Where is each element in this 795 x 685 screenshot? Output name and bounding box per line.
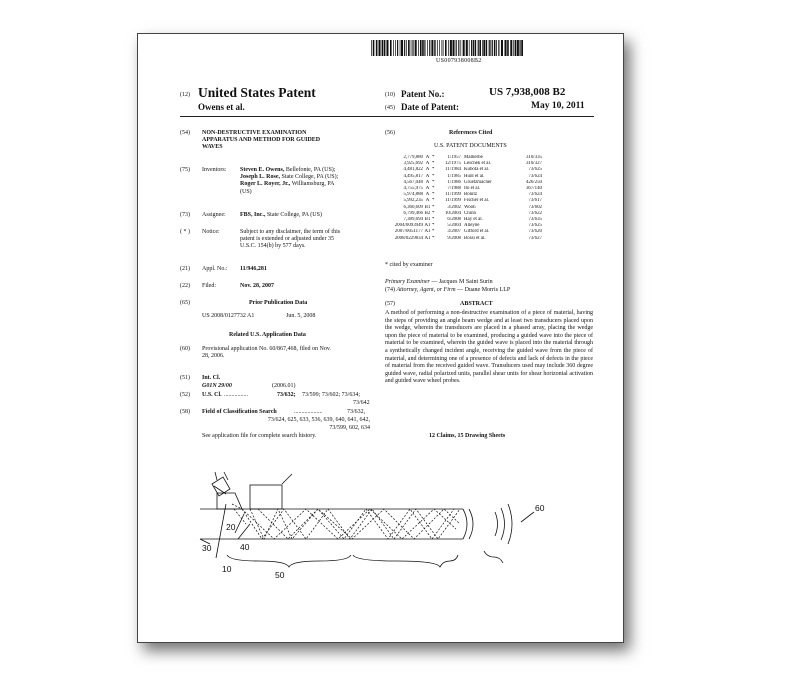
field-search-dots: ................... [294, 409, 323, 415]
provisional-line: Provisional application No. 60/867,468, filed on Nov. [202, 346, 331, 352]
inventor-name: Roger L. Royer, Jr., [240, 181, 291, 188]
reference-cell: * [432, 173, 435, 179]
uscl-dots: ................ [224, 392, 248, 398]
code-12: (12) [180, 92, 190, 98]
inventor-location: State College, PA (US); [281, 174, 339, 181]
provisional-line: 28, 2006. [202, 353, 225, 360]
reference-cell: A [425, 198, 430, 204]
label-50: 50 [275, 570, 285, 580]
reference-cell: A [425, 179, 430, 185]
reference-cell: * [432, 192, 435, 198]
reference-cell: 2007/0051177 [394, 229, 423, 235]
patent-no-label: Patent No.: [401, 89, 445, 99]
reference-cell: * [432, 210, 435, 216]
reference-cell: 4,567,048 [403, 179, 423, 185]
primary-examiner-label: Primary Examiner [385, 279, 430, 285]
filed-date: Nov. 28, 2007 [240, 283, 275, 289]
reference-cell: 73/602 [528, 204, 542, 210]
reference-cell: * [432, 198, 435, 204]
inventor-short: Owens et al. [198, 102, 245, 112]
patent-drawing [138, 34, 623, 642]
field-search-first: 73/632, [347, 409, 366, 415]
code-22: (22) [180, 283, 190, 289]
reference-cell: A1 [424, 223, 431, 229]
reference-cell: 73/627 [528, 235, 542, 241]
reference-cell: 6,360,609 [403, 204, 423, 210]
reference-cell: 73/617 [528, 198, 542, 204]
inventor-location: (US) [240, 188, 252, 195]
bracket-far [484, 551, 503, 563]
reference-cell: B1 [424, 217, 431, 223]
primary-examiner-name: — Jacques M Saint Surin [431, 279, 493, 285]
transducer-lead [215, 472, 217, 480]
reference-cell: 3/2002 [447, 204, 461, 210]
reference-cell: 310/327 [525, 161, 542, 167]
wave-path [242, 509, 460, 539]
reference-cell: 4,755,975 [403, 186, 423, 192]
inventor-name: Joseph L. Rose, [240, 174, 281, 181]
code-10: (10) [385, 92, 395, 98]
drawing-labels [202, 503, 545, 580]
label-10: 10 [222, 564, 232, 574]
code-74: (74) [385, 287, 395, 293]
notice-line: Subject to any disclaimer, the term of this [240, 229, 341, 235]
patent-date: May 10, 2011 [531, 101, 585, 111]
reference-cell: 73/635 [528, 217, 542, 223]
reference-cell: * [432, 161, 435, 167]
uscl-rest: 73/599; 73/602; 73/634; [302, 392, 361, 398]
uscl-main: 73/632; [277, 392, 296, 398]
code-notice: ( * ) [180, 229, 190, 235]
reference-cell: 1/1957 [447, 155, 461, 160]
notice-line: U.S.C. 154(b) by 577 days. [240, 243, 306, 250]
reference-cell: A [425, 192, 430, 198]
plate-break-left [463, 509, 467, 539]
code-56: (56) [385, 130, 395, 136]
field-search-label: Field of Classification Search [202, 409, 277, 415]
reference-cell: * [432, 217, 435, 223]
reference-cell: A1 [424, 235, 431, 241]
reference-cell: B2 [424, 210, 431, 216]
reference-cell: 6/2008 [447, 217, 461, 223]
reference-cell: Hunt et al. [464, 173, 485, 179]
assignee-label: Assignee: [202, 212, 226, 218]
prior-pub-date: Jun. 5, 2008 [286, 313, 316, 319]
attorney-name: — Duane Morris LLP [457, 287, 511, 293]
reference-cell: * [432, 223, 435, 229]
reference-cell: A [425, 155, 430, 160]
reference-cell: Ito et al. [464, 186, 481, 192]
leader-10 [216, 504, 226, 558]
prior-pub-title: Prior Publication Data [249, 300, 308, 306]
label-40: 40 [240, 542, 250, 552]
reference-cell: 11/1999 [445, 192, 461, 198]
reference-cell: Hay et al. [464, 217, 483, 223]
code-45: (45) [385, 105, 395, 111]
reference-cell: Bonitz [464, 192, 478, 198]
bracket-50 [227, 555, 351, 567]
reference-cell: A [425, 173, 430, 179]
uscl-label: U.S. Cl. [202, 392, 222, 398]
reference-cell: Gifford et al. [464, 229, 490, 235]
reference-cell: 12/1975 [444, 161, 461, 167]
leader-receiver [282, 474, 292, 484]
appl-number: 11/946,281 [240, 266, 267, 272]
code-73: (73) [180, 212, 190, 218]
reference-cell: 73/622 [528, 210, 542, 216]
leader-60 [521, 512, 534, 522]
field-search-line: 73/599, 602, 634 [329, 425, 370, 431]
drawing-lines [200, 472, 534, 567]
reference-cell: 3,925,692 [403, 161, 423, 167]
reference-cell: 6,799,466 [403, 210, 423, 216]
assignee-location: State College, PA (US) [266, 212, 322, 218]
code-58: (58) [180, 409, 190, 415]
code-21: (21) [180, 266, 190, 272]
reference-cell: Wooh [464, 204, 476, 210]
attorney-label: Attorney, Agent, or Firm [396, 287, 456, 293]
inventors-label: Inventors: [202, 167, 227, 173]
reference-cell: Malherbe [464, 155, 483, 160]
label-20: 20 [226, 522, 236, 532]
code-57: (57) [385, 301, 395, 307]
reference-cell: 10/2004 [444, 210, 461, 216]
references-title: References Cited [449, 130, 493, 136]
see-application-note: See application file for complete search history. [202, 433, 317, 439]
reference-cell: 426/250 [525, 179, 542, 185]
code-51: (51) [180, 375, 190, 381]
wave-path [242, 509, 456, 539]
reference-cell: A1 [424, 229, 431, 235]
patent-number: US 7,938,008 B2 [489, 86, 566, 98]
code-75: (75) [180, 167, 190, 173]
filed-label: Filed: [202, 283, 217, 289]
date-label: Date of Patent: [401, 102, 459, 112]
code-52: (52) [180, 392, 190, 398]
title-line: NON-DESTRUCTIVE EXAMINATION [202, 130, 307, 136]
reference-cell: 310/335 [525, 155, 542, 160]
field-search-line: 73/624, 625, 633, 536, 639, 640, 641, 642, [267, 417, 370, 423]
reference-cell: 73/624 [528, 192, 542, 198]
reference-cell: A [425, 186, 430, 192]
reference-cell: A [425, 167, 430, 173]
reference-cell: 5,992,235 [403, 198, 423, 204]
reference-cell: 1/1986 [447, 179, 461, 185]
wave-arc [501, 508, 505, 540]
reference-cell: 5/2004 [447, 223, 461, 229]
label-30: 30 [202, 543, 212, 553]
reference-cell: * [432, 186, 435, 192]
abstract-title: ABSTRACT [460, 301, 493, 307]
reference-cell: A [425, 161, 430, 167]
reference-cell: Kubota et al. [464, 167, 490, 173]
reference-cell: 7,389,694 [403, 217, 423, 223]
patent-page [137, 33, 624, 643]
wave-arc [508, 504, 512, 544]
reference-cell: 73/620 [528, 229, 542, 235]
title-line: APPARATUS AND METHOD FOR GUIDED [202, 137, 321, 144]
plate-break-right [469, 509, 473, 539]
reference-cell: 2004/0093949 [394, 223, 423, 229]
related-title: Related U.S. Application Data [229, 332, 306, 338]
reference-cell: Chinn [464, 210, 476, 216]
reference-cell: 73/624 [528, 173, 542, 179]
reference-cell: 4,481,822 [403, 167, 423, 173]
patent-type-title: United States Patent [198, 85, 316, 100]
title-line: WAVES [202, 144, 223, 151]
reference-cell: Fischer et al. [464, 198, 490, 204]
intcl-year: (2006.01) [272, 383, 296, 389]
code-65: (65) [180, 300, 190, 306]
reference-cell: 73/625 [528, 167, 542, 173]
wave-path [250, 509, 454, 539]
claims-summary: 12 Claims, 15 Drawing Sheets [429, 433, 506, 439]
intcl-label: Int. Cl. [202, 375, 221, 381]
reference-cell: 11/1984 [445, 167, 461, 173]
reference-cell: 1/1985 [447, 173, 461, 179]
notice-label: Notice: [202, 229, 220, 235]
reference-cell: 367/140 [525, 186, 542, 192]
reference-cell: * [432, 155, 435, 160]
reference-cell: 11/1999 [445, 198, 461, 204]
inventor-location: Bellefonte, PA (US); [285, 167, 336, 173]
inventor-name: Steven E. Owens, [240, 167, 285, 173]
receiver-block [250, 485, 282, 509]
reference-cell: 3/2007 [447, 229, 461, 235]
reference-cell: 2008/0229834 [394, 235, 423, 241]
reference-cell: 4,495,817 [403, 173, 423, 179]
intcl-code: G01N 29/00 [202, 383, 232, 389]
code-60: (60) [180, 346, 190, 352]
abstract-text: A method of performing a non-destructive examination of a piece of material, having the steps of providing an angle beam wedge and at least two transducers placed upon the wedge, wherein the transducers are placed in a phased array, placing the wedge upon the piece of material to be examined, producing a guided wave into the piece of material to be examined, wherein the guided wave is placed into the material through a synthetically changed incident angle, receiving the guided wave from the piece of material, and determining one of a presence of defects and lack of defects in the piece of material from the received guided wave. Transducers used may include 360 degree guided wave, radial polarized units, parallel shear units for shear horizontal activation and guided wave wheel probes. [385, 310, 593, 385]
reference-cell: Gruetzmacher [464, 179, 492, 185]
reference-cell: Bossi et al. [464, 235, 486, 241]
leader-40 [238, 524, 250, 539]
reference-cell: 7/1988 [447, 186, 461, 192]
reference-cell: 73/625 [528, 223, 542, 229]
reference-cell: 5,974,888 [403, 192, 423, 198]
reference-cell: * [432, 235, 435, 241]
references-subtitle: U.S. PATENT DOCUMENTS [434, 143, 507, 149]
reference-cell: B1 [424, 204, 431, 210]
reference-cell: * [432, 229, 435, 235]
appl-label: Appl. No.: [202, 266, 228, 272]
assignee-name: FBS, Inc., [240, 212, 266, 218]
code-54: (54) [180, 130, 190, 136]
leader-20 [235, 514, 244, 533]
bracket-right [353, 555, 458, 567]
uscl-cont: 73/642 [353, 400, 370, 406]
reference-cell: 9/2008 [447, 235, 461, 241]
reference-cell: Leschek et al. [464, 161, 492, 167]
reference-cell: * [432, 167, 435, 173]
barcode-number: US007938008B2 [436, 58, 482, 64]
notice-line: patent is extended or adjusted under 35 [240, 236, 334, 243]
reference-cell: * [432, 204, 435, 210]
label-60: 60 [535, 503, 545, 513]
reference-cell: 2,779,880 [403, 155, 423, 160]
transducer-lead [224, 472, 228, 480]
prior-pub-number: US 2008/0127732 A1 [202, 313, 255, 319]
inventor-location: Williamsburg, PA [291, 181, 335, 188]
angle-wedge [217, 493, 242, 509]
reference-cell: * [432, 179, 435, 185]
reference-cell: Alleyne [464, 223, 480, 229]
wave-arc [495, 512, 498, 536]
cited-by-examiner: * cited by examiner [385, 262, 433, 268]
